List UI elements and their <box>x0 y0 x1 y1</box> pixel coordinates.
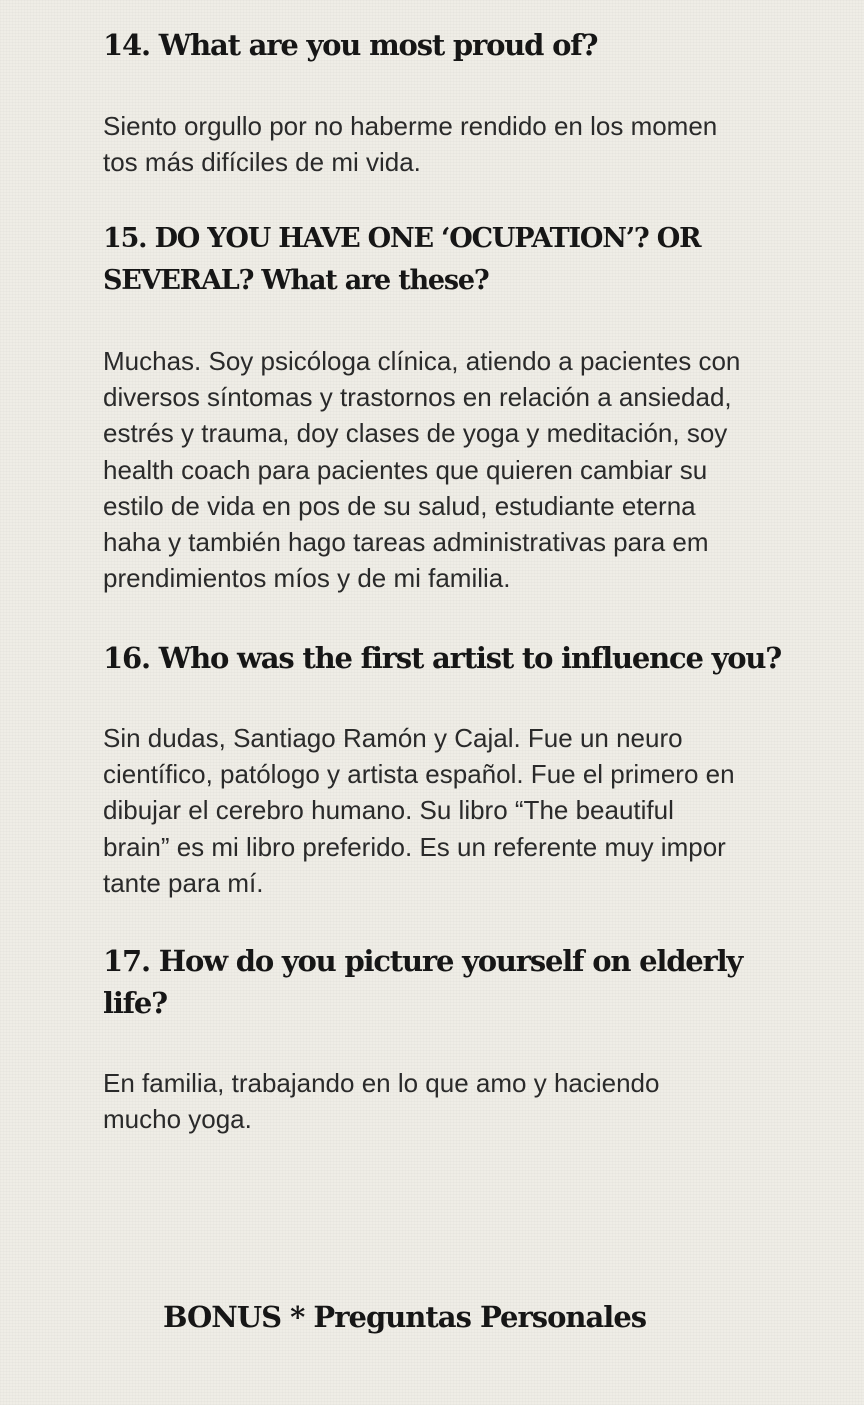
question-17-title-line2: life? <box>103 986 167 1020</box>
answer-15: Muchas. Soy psicóloga clínica, atiendo a pacientes con diversos síntomas y trastornos en relación a ansiedad, estrés y trauma, doy clases de yoga y meditación, soy health coach para pacientes que quieren cambiar su estilo de vida en pos de su salud, estudiante eterna haha y también hago tareas administrativas para em prendimientos míos y de mi familia. <box>103 346 741 594</box>
question-14-title: 14. What are you most proud of? <box>103 28 598 62</box>
question-15-title-line2: SEVERAL? What are these? <box>103 265 489 296</box>
question-16-title: 16. Who was the first artist to influence you? <box>103 641 782 675</box>
bonus-heading: BONUS * Preguntas Personales <box>163 1300 647 1334</box>
answer-16: Sin dudas, Santiago Ramón y Cajal. Fue un neuro científico, patólogo y artista español. Fue el primero en dibujar el cerebro humano. Su libro “The beautiful brain” es mi libro preferido. Es un referente muy impor tante para mí. <box>103 723 735 898</box>
question-17-title-line1: 17. How do you picture yourself on elderly <box>103 944 743 978</box>
answer-14: Siento orgullo por no haberme rendido en los momen tos más difíciles de mi vida. <box>103 111 718 178</box>
answer-17: En familia, trabajando en lo que amo y haciendo mucho yoga. <box>103 1068 660 1135</box>
question-15-title-line1: 15. DO YOU HAVE ONE ‘OCUPATION’? OR <box>103 223 701 254</box>
